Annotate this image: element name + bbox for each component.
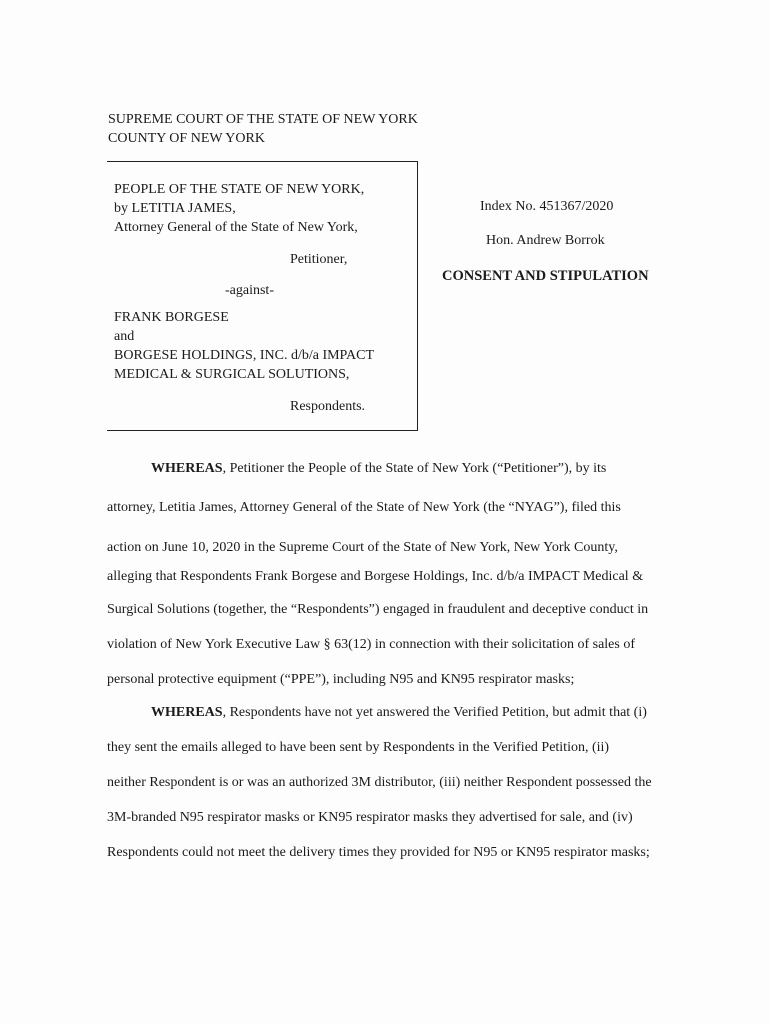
respondent-line: FRANK BORGESE (114, 310, 229, 325)
paragraph-1-line: alleging that Respondents Frank Borgese and Borgese Holdings, Inc. d/b/a IMPACT Medical & (107, 569, 644, 584)
respondent-line: and (114, 329, 135, 344)
paragraph-text: , Petitioner the People of the State of New York (“Petitioner”), by its (222, 461, 607, 476)
petitioner-role: Petitioner, (290, 252, 348, 267)
court-name: SUPREME COURT OF THE STATE OF NEW YORK (108, 112, 418, 127)
paragraph-1-line: violation of New York Executive Law § 63(12) in connection with their solicitation of sales of (107, 637, 636, 652)
court-heading (108, 110, 418, 148)
respondent-line: MEDICAL & SURGICAL SOLUTIONS, (114, 367, 350, 382)
paragraph-1-line: attorney, Letitia James, Attorney General of the State of New York (the “NYAG”), filed this (107, 500, 621, 515)
petitioner-block (114, 180, 364, 237)
respondent-role: Respondents. (290, 399, 366, 414)
paragraph-1-line: Surgical Solutions (together, the “Respondents”) engaged in fraudulent and deceptive conduct in (107, 602, 649, 617)
judge-name: Hon. Andrew Borrok (486, 233, 605, 248)
index-number: Index No. 451367/2020 (480, 199, 614, 214)
paragraph-2-line: 3M-branded N95 respirator masks or KN95 respirator masks they advertised for sale, and (iv) (107, 810, 633, 825)
court-county: COUNTY OF NEW YORK (108, 131, 265, 146)
respondent-line: BORGESE HOLDINGS, INC. d/b/a IMPACT (114, 348, 375, 363)
petitioner-line: by LETITIA JAMES, (114, 201, 236, 216)
paragraph-2-line: neither Respondent is or was an authorized 3M distributor, (iii) neither Respondent possessed the (107, 775, 652, 790)
petitioner-line: Attorney General of the State of New York, (114, 220, 358, 235)
document-title: CONSENT AND STIPULATION (442, 268, 649, 284)
petitioner-line: PEOPLE OF THE STATE OF NEW YORK, (114, 182, 365, 197)
paragraph-2-line: they sent the emails alleged to have been sent by Respondents in the Verified Petition, (ii) (107, 740, 610, 755)
whereas-lead: WHEREAS (151, 705, 223, 720)
paragraph-2-line: Respondents could not meet the delivery times they provided for N95 or KN95 respirator masks; (107, 845, 650, 860)
case-caption (107, 161, 418, 431)
paragraph-1-line: personal protective equipment (“PPE”), including N95 and KN95 respirator masks; (107, 672, 575, 687)
paragraph-text: , Respondents have not yet answered the Verified Petition, but admit that (i) (222, 705, 647, 720)
whereas-lead: WHEREAS (151, 461, 223, 476)
respondent-block (114, 308, 374, 384)
paragraph-1-line: action on June 10, 2020 in the Supreme Court of the State of New York, New York County, (107, 540, 618, 555)
paragraph-2-first-line (151, 705, 647, 721)
against-label: -against- (225, 283, 274, 298)
paragraph-1-first-line (151, 461, 606, 477)
